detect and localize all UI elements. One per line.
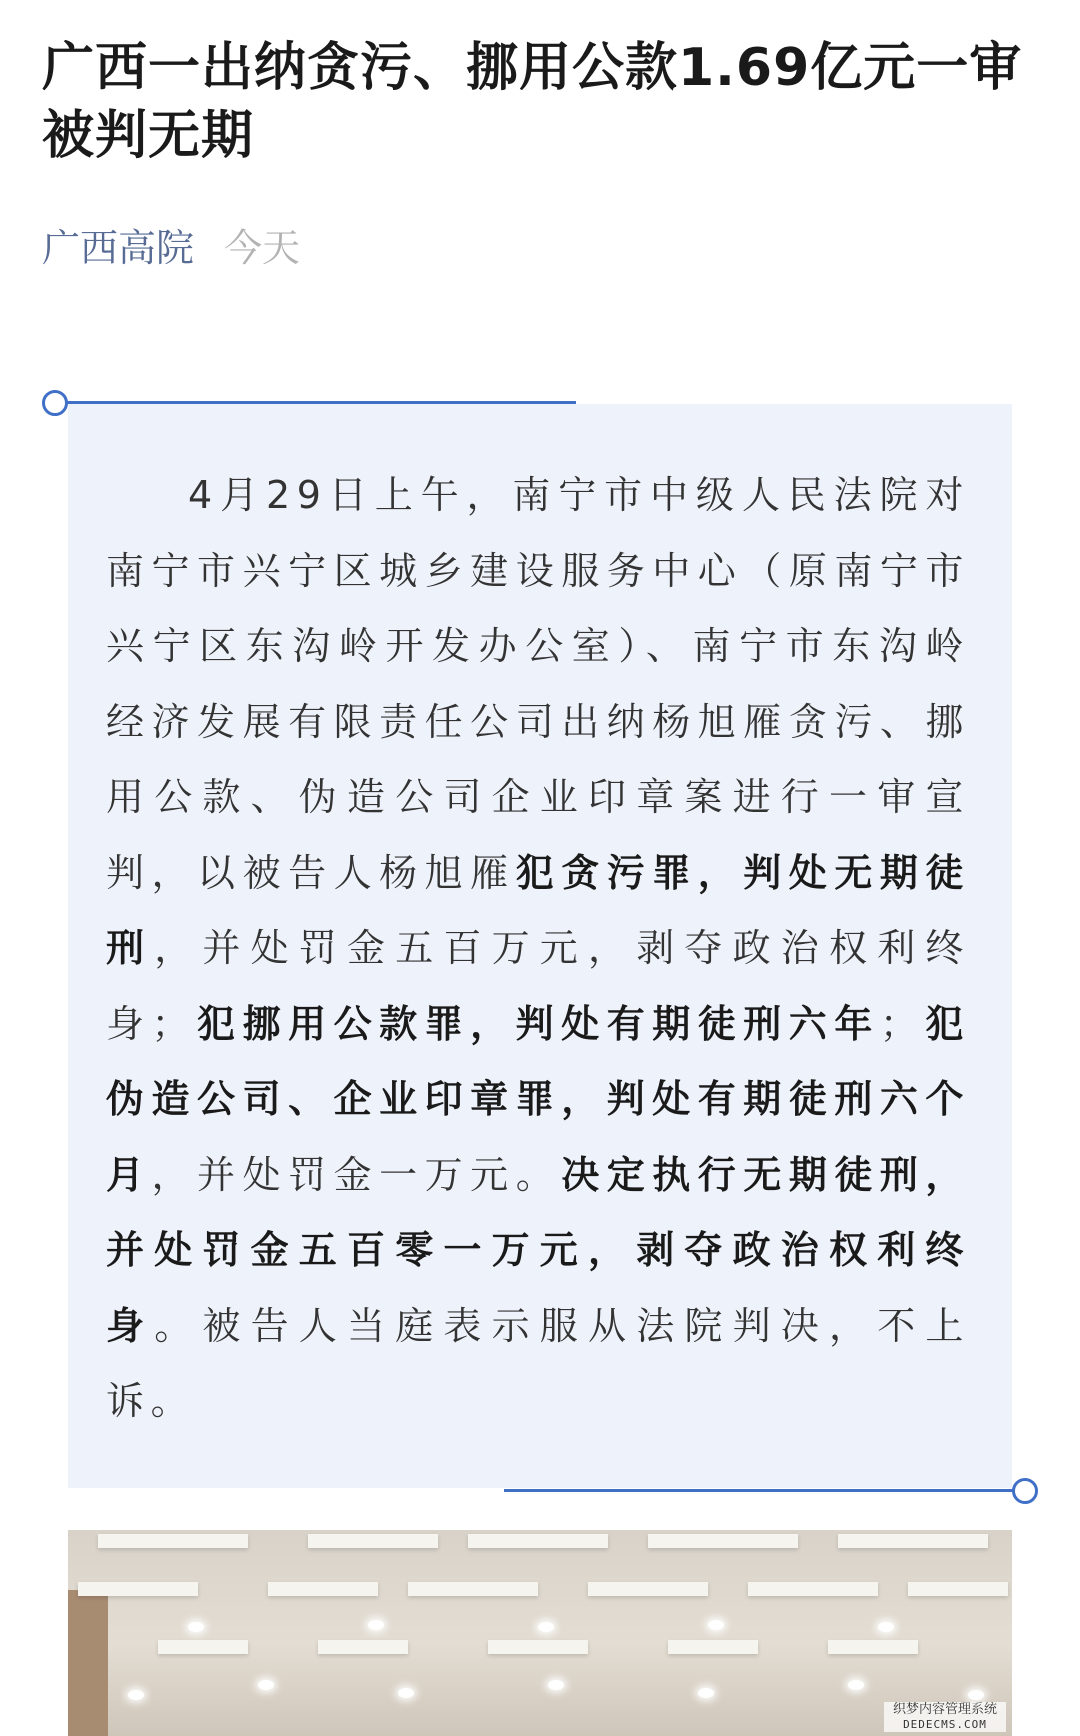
- ceiling-panel: [588, 1582, 708, 1596]
- ceiling-panel: [748, 1582, 878, 1596]
- ceiling-panel: [308, 1534, 438, 1548]
- ceiling-panel: [648, 1534, 798, 1548]
- ceiling-light: [188, 1622, 204, 1632]
- ceiling-panel: [98, 1534, 248, 1548]
- ceiling-light: [128, 1690, 144, 1700]
- ceiling-light: [258, 1680, 274, 1690]
- quote-bottom-circle-icon: [1012, 1478, 1038, 1504]
- quote-segment: 。被告人当庭表示服从法院判决，不上诉。: [106, 1303, 970, 1423]
- quote-top-line: [66, 401, 576, 404]
- quote-segment: ，并处罚金一万元。: [151, 1152, 562, 1197]
- photo-wall: [68, 1590, 108, 1736]
- ceiling-panel: [908, 1582, 1008, 1596]
- article-title: 广西一出纳贪污、挪用公款1.69亿元一审被判无期: [42, 38, 1023, 166]
- article-meta: [42, 226, 300, 270]
- watermark: [884, 1702, 1006, 1732]
- ceiling-light: [848, 1680, 864, 1690]
- ceiling-panel: [158, 1640, 248, 1654]
- ceiling-panel: [408, 1582, 538, 1596]
- ceiling-panel: [838, 1534, 988, 1548]
- ceiling-panel: [318, 1640, 408, 1654]
- quote-bold-segment: 犯挪用公款罪，判处有期徒刑六年: [196, 1001, 880, 1046]
- quote-bottom-line: [504, 1489, 1014, 1492]
- ceiling-light: [968, 1690, 984, 1700]
- ceiling-light: [538, 1622, 554, 1632]
- quote-bold-segment: 决定执行无期徒刑，并处罚金五百零一万元，剥夺政治权利终身: [106, 1152, 971, 1348]
- ceiling-panel: [488, 1640, 588, 1654]
- watermark-line2: DEDECMS.COM: [903, 1718, 987, 1731]
- quote-top-circle-icon: [42, 390, 68, 416]
- article-source-link[interactable]: 广西高院: [42, 226, 195, 270]
- ceiling-light: [698, 1688, 714, 1698]
- ceiling-panel: [468, 1534, 608, 1548]
- ceiling-panel: [668, 1640, 758, 1654]
- quote-segment: 4月29日上午，南宁市中级人民法院对南宁市兴宁区城乡建设服务中心（原南宁市兴宁区东沟岭开发办公室）、南宁市东沟岭经济发展有限责任公司出纳杨旭雁贪污、挪用公款、伪造公司企业印章案进行一审宣判，以被告人杨旭雁: [106, 473, 970, 895]
- article-date: 今天: [224, 226, 301, 270]
- ceiling-light: [708, 1620, 724, 1630]
- ceiling-panel: [78, 1582, 198, 1596]
- quote-segment: ，并处罚金五百万元，剥夺政治权利终身；: [106, 926, 970, 1046]
- ceiling-light: [398, 1688, 414, 1698]
- courtroom-photo: [68, 1530, 1012, 1736]
- quote-bold-segment: 犯伪造公司、企业印章罪，判处有期徒刑六个月: [106, 1001, 970, 1197]
- ceiling-light: [548, 1680, 564, 1690]
- watermark-line1: 织梦内容管理系统: [892, 1702, 997, 1717]
- quote-paragraph: [106, 458, 970, 1440]
- quote-segment: ；: [879, 1001, 925, 1046]
- ceiling-panel: [828, 1640, 918, 1654]
- ceiling-light: [878, 1622, 894, 1632]
- ceiling-light: [368, 1620, 384, 1630]
- quote-bold-segment: 犯贪污罪，判处无期徒刑: [106, 850, 970, 970]
- ceiling-panel: [268, 1582, 378, 1596]
